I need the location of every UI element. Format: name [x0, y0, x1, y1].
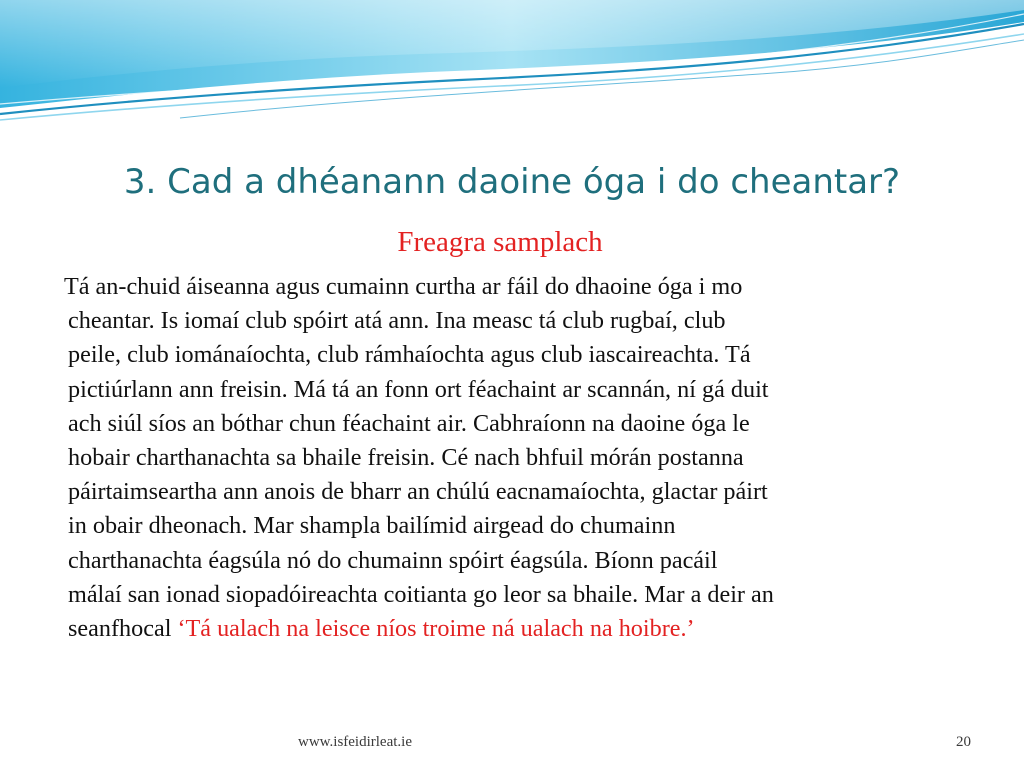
body-line: peile, club iománaíochta, club rámhaíochta agus club iascaireachta. Tá — [68, 341, 751, 369]
body-line-text: seanfhocal — [68, 615, 178, 643]
body-line: charthanachta éagsúla nó do chumainn spóirt éagsúla. Bíonn pacáil — [68, 546, 718, 574]
body-line: pictiúrlann ann freisin. Má tá an fonn ort féachaint ar scannán, ní gá duit — [68, 375, 769, 403]
body-paragraph — [64, 270, 968, 646]
slide-subtitle: Freagra samplach — [397, 226, 603, 258]
header-wave-decoration — [0, 0, 1024, 130]
body-line: páirtaimseartha ann anois de bharr an chúlú eacnamaíochta, glactar páirt — [68, 478, 768, 506]
body-line: hobair charthanachta sa bhaile freisin. Cé nach bhfuil mórán postanna — [68, 444, 744, 472]
body-line: Tá an-chuid áiseanna agus cumainn curtha ar fáil do dhaoine óga i mo — [64, 273, 743, 300]
body-line: in obair dheonach. Mar shampla bailímid airgead do chumainn — [68, 512, 676, 540]
proverb-quote: ‘Tá ualach na leisce níos troime ná ualach na hoibre.’ — [177, 615, 695, 643]
footer-website-url: www.isfeidirleat.ie — [298, 734, 412, 750]
body-line: málaí san ionad siopadóireachta coitianta go leor sa bhaile. Mar a deir an — [68, 580, 774, 608]
slide-title: 3. Cad a dhéanann daoine óga i do cheantar? — [123, 162, 901, 202]
body-line: cheantar. Is iomaí club spóirt atá ann. Ina measc tá club rugbaí, club — [68, 307, 726, 335]
slide-page-number: 20 — [956, 734, 971, 750]
body-line-last — [68, 612, 968, 646]
body-line: ach siúl síos an bóthar chun féachaint air. Cabhraíonn na daoine óga le — [68, 409, 750, 437]
